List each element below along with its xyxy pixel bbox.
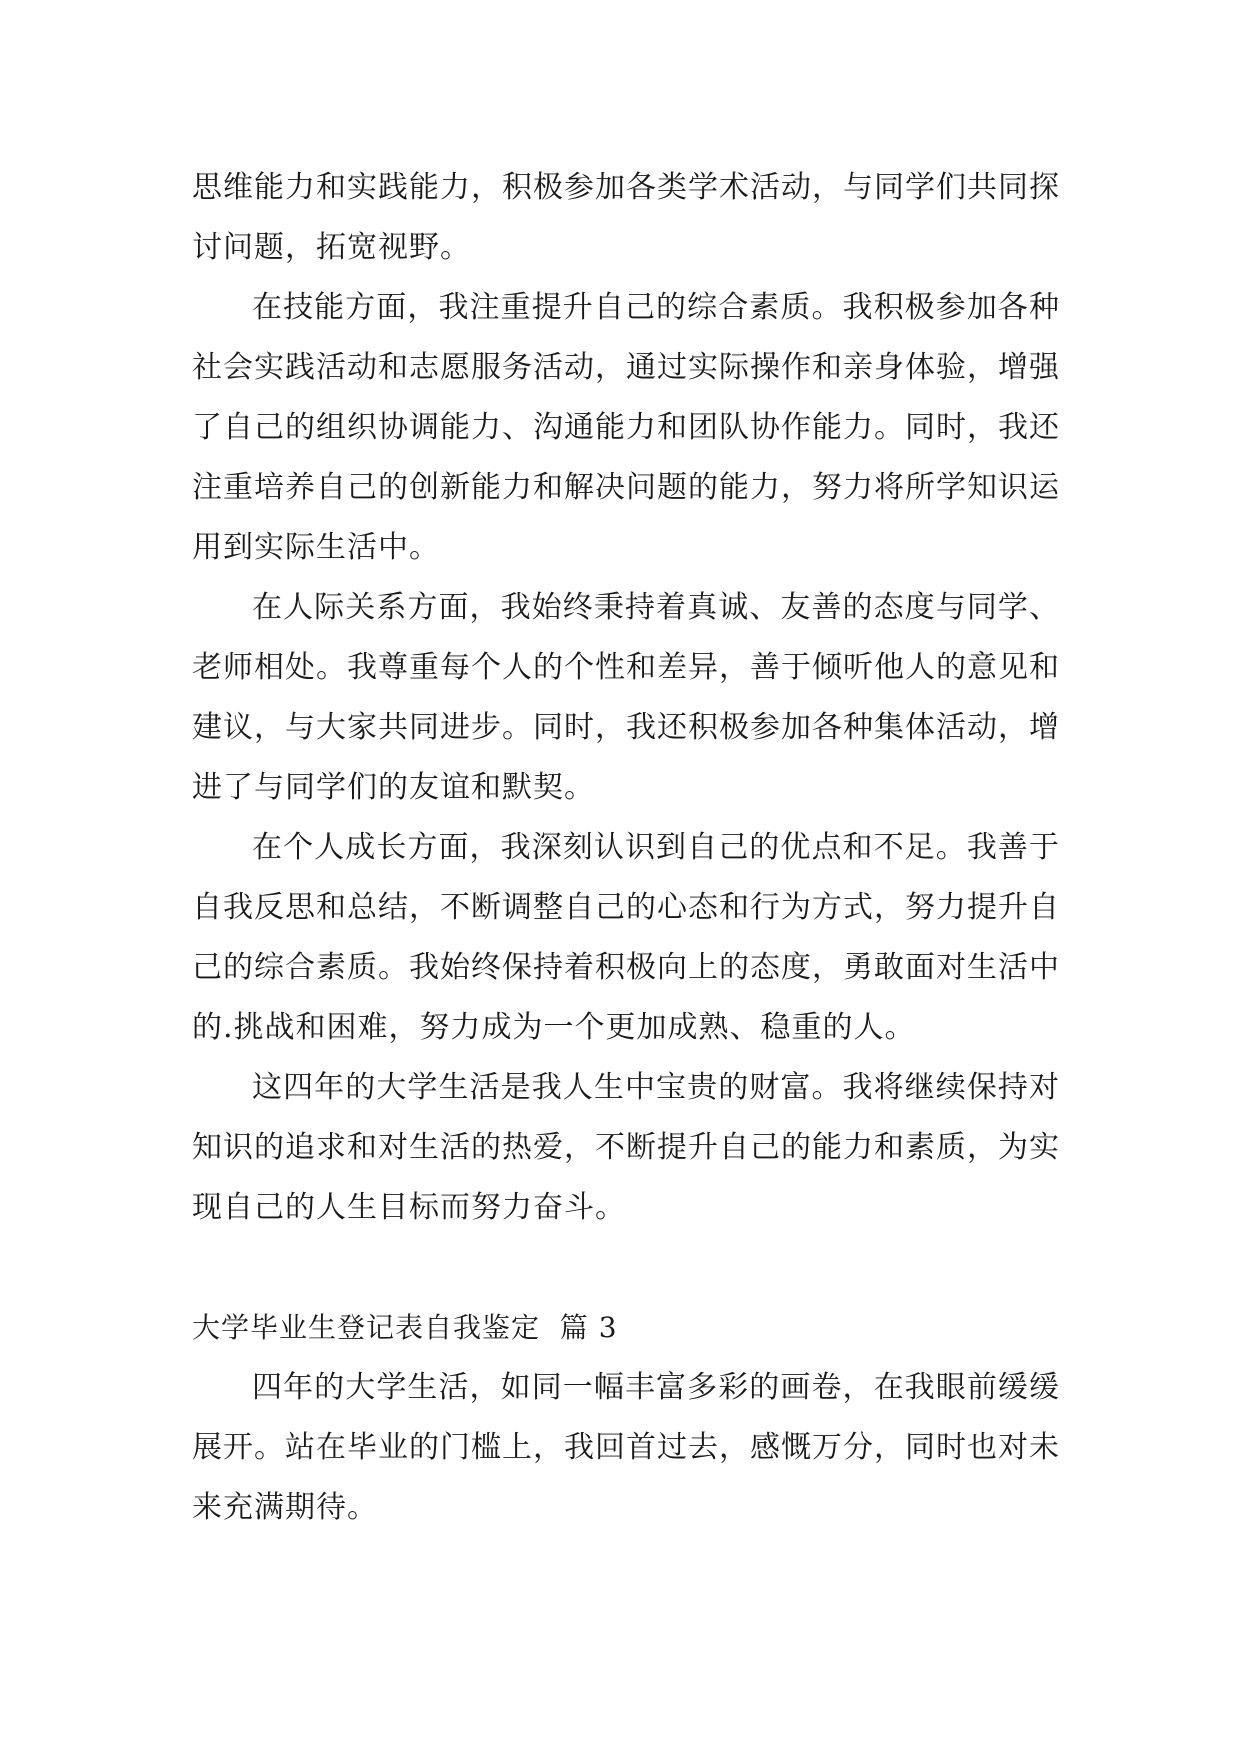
document-body bbox=[192, 158, 1060, 1538]
paragraph-conclusion: 这四年的大学生活是我人生中宝贵的财富。我将继续保持对知识的追求和对生活的热爱，不断提升自己的能力和素质，为实现自己的人生目标而努力奋斗。 bbox=[192, 1070, 1060, 1225]
section-heading: 大学毕业生登记表自我鉴定 篇 3 bbox=[192, 1311, 618, 1344]
paragraph-section-intro: 四年的大学生活，如同一幅丰富多彩的画卷，在我眼前缓缓展开。站在毕业的门槛上，我回首过去，感慨万分，同时也对未来充满期待。 bbox=[192, 1370, 1060, 1525]
paragraph-skills: 在技能方面，我注重提升自己的综合素质。我积极参加各种社会实践活动和志愿服务活动，通过实际操作和亲身体验，增强了自己的组织协调能力、沟通能力和团队协作能力。同时，我还注重培养自己的创新能力和解决问题的能力，努力将所学知识运用到实际生活中。 bbox=[192, 290, 1060, 565]
paragraph-continuation: 思维能力和实践能力，积极参加各类学术活动，与同学们共同探讨问题，拓宽视野。 bbox=[192, 170, 1060, 265]
paragraph-relationships: 在人际关系方面，我始终秉持着真诚、友善的态度与同学、老师相处。我尊重每个人的个性和差异，善于倾听他人的意见和建议，与大家共同进步。同时，我还积极参加各种集体活动，增进了与同学们的友谊和默契。 bbox=[192, 590, 1060, 805]
paragraph-personal-growth: 在个人成长方面，我深刻认识到自己的优点和不足。我善于自我反思和总结，不断调整自己的心态和行为方式，努力提升自己的综合素质。我始终保持着积极向上的态度，勇敢面对生活中的.挑战和困难，努力成为一个更加成熟、稳重的人。 bbox=[192, 830, 1060, 1045]
